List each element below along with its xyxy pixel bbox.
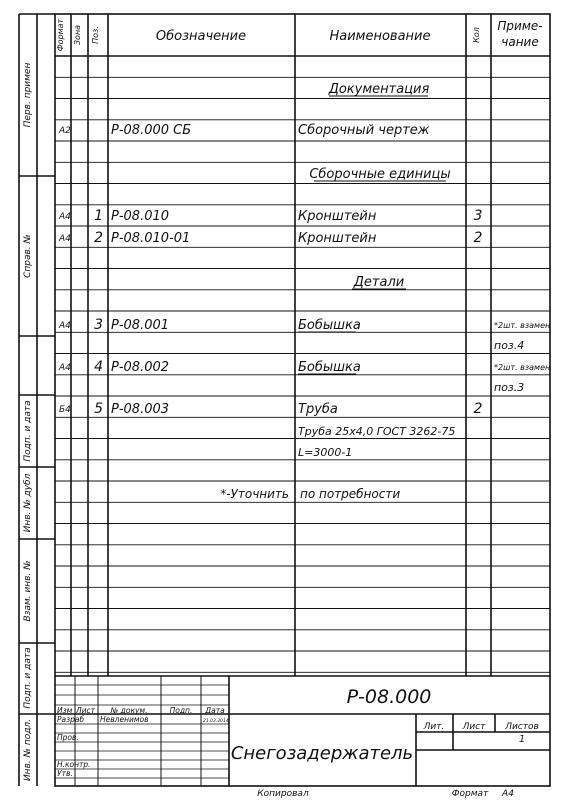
side-label-inv-dubl: Инв. № дубл xyxy=(23,473,33,533)
footnote-left: *-Уточнить xyxy=(220,487,289,501)
row-3-format: A4 xyxy=(59,234,71,244)
header-zone: Зона xyxy=(73,24,82,46)
header-designation: Обозначение xyxy=(155,29,247,44)
doc-title: Снегозадержатель xyxy=(230,743,414,764)
row-3-name: Кронштейн xyxy=(298,231,377,246)
tb-izm: Изм xyxy=(57,706,73,715)
row-6-pos: 5 xyxy=(94,401,103,417)
side-label-sprav: Справ. № xyxy=(23,234,33,278)
footnote-right: по потребности xyxy=(300,487,401,501)
row-2-pos: 1 xyxy=(94,208,103,224)
tb-prov: Пров. xyxy=(57,733,79,742)
row-2-name: Кронштейн xyxy=(298,209,377,224)
doc-number: Р-08.000 xyxy=(346,686,432,708)
tb-utv: Утв. xyxy=(57,769,73,778)
copied-label: Копировал xyxy=(257,789,309,799)
row-3-pos: 2 xyxy=(94,230,103,246)
row-4-designation: Р-08.001 xyxy=(111,318,170,333)
row-1-designation: Р-08.000 СБ xyxy=(111,123,192,138)
tb-sheet: Лист xyxy=(462,722,486,732)
header-name: Наименование xyxy=(329,29,431,44)
row-5-format: A4 xyxy=(59,363,71,373)
row-4-format: A4 xyxy=(59,321,71,331)
row-5-note-2: поз.3 xyxy=(494,381,525,394)
tb-doc-no: № докум. xyxy=(110,706,148,715)
tb-podp: Подп. xyxy=(169,706,193,715)
header-qty: Кол xyxy=(472,27,481,43)
tb-list: Лист xyxy=(76,706,96,715)
row-5-pos: 4 xyxy=(94,359,103,375)
row-5-designation: Р-08.002 xyxy=(111,360,170,375)
row-2-qty: 3 xyxy=(473,208,483,224)
tb-razrab-name: Невленимов xyxy=(100,715,149,724)
tb-data: Дата xyxy=(205,706,225,715)
tb-sheets-value: 1 xyxy=(518,734,526,745)
row-4-note: *2шт. взамен xyxy=(494,321,551,330)
section-documentation: Документация xyxy=(328,82,430,97)
row-1-format: A2 xyxy=(59,126,71,136)
row-3-qty: 2 xyxy=(473,230,483,246)
tb-nkontr: Н.контр. xyxy=(57,760,91,769)
format-value: A4 xyxy=(502,789,514,799)
header-note-2: чание xyxy=(501,35,539,49)
tb-razrab-date: 21.03.2014 xyxy=(203,719,229,724)
side-label-vzam-inv: Взам. инв. № xyxy=(23,560,33,622)
row-6-designation: Р-08.003 xyxy=(111,402,170,417)
row-5-name: Бобышка xyxy=(298,360,361,375)
side-label-podp-data-1: Подп. и дата xyxy=(23,400,33,462)
pipe-length: L=3000-1 xyxy=(298,446,353,459)
tb-sheets: Листов xyxy=(505,722,539,732)
tb-lit: Лит. xyxy=(423,722,445,732)
section-assembly-units: Сборочные единицы xyxy=(309,167,451,182)
tb-razrab: Разраб xyxy=(57,715,85,724)
section-parts: Детали xyxy=(353,275,405,290)
pipe-spec: Труба 25х4,0 ГОСТ 3262-75 xyxy=(298,425,456,438)
row-2-designation: Р-08.010 xyxy=(111,209,170,224)
row-2-format: A4 xyxy=(59,212,71,222)
row-1-name: Сборочный чертеж xyxy=(298,123,430,138)
header-pos: Поз. xyxy=(91,26,100,44)
row-4-note-2: поз.4 xyxy=(494,339,525,352)
format-label: Формат xyxy=(451,789,489,799)
row-6-name: Труба xyxy=(298,402,338,417)
header-note-1: Приме- xyxy=(497,19,543,33)
row-5-note: *2шт. взамен xyxy=(494,363,551,372)
row-6-format: Б4 xyxy=(59,405,71,415)
row-4-name: Бобышка xyxy=(298,318,361,333)
side-label-podp-data-2: Подп. и дата xyxy=(23,647,33,709)
side-label-inv-podl: Инв. № подл. xyxy=(23,718,33,782)
side-label-perv-primen: Перв. примен xyxy=(23,62,33,128)
row-4-pos: 3 xyxy=(94,317,103,333)
row-3-designation: Р-08.010-01 xyxy=(111,231,191,246)
row-6-qty: 2 xyxy=(473,401,483,417)
header-format: Формат xyxy=(56,18,65,52)
